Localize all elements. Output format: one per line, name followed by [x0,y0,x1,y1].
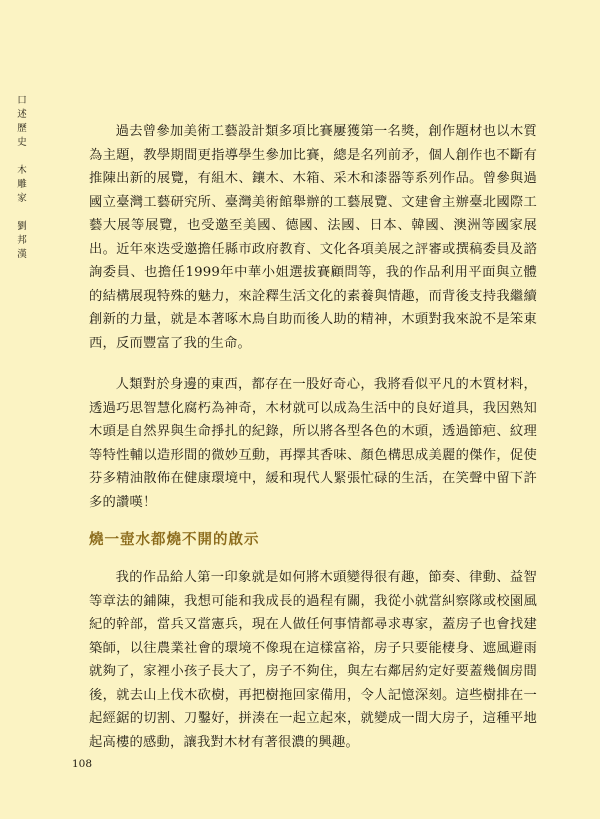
name-char: 漢 [17,249,27,260]
subject-char: 雕 [17,179,27,190]
main-content [89,120,537,754]
person-name [17,220,27,262]
name-char: 邦 [17,235,27,246]
name-char: 劉 [17,221,27,232]
series-char: 史 [17,137,27,148]
series-char: 述 [17,109,27,120]
page-number: 108 [72,758,93,770]
body-paragraph: 過去曾參加美術工藝設計類多項比賽屢獲第一名獎，創作題材也以木質為主題，教學期間更指導學生參加比賽，總是名列前矛，個人創作也不斷有推陳出新的展覽，有組木、鑲木、木箱、采木和漆器等系列作品。曾參與過國立臺灣工藝研究所、臺灣美術館舉辦的工藝展覽、文建會主辦臺北國際工藝大展等展覽，也受邀至美國、德國、法國、日本、韓國、澳洲等國家展出。近年來迭受邀擔任縣市政府教育、文化各項美展之評審或撰稿委員及諮詢委員、也擔任1999年中華小姐選拔賽顧問等，我的作品利用平面與立體的結構展現特殊的魅力，來詮釋生活文化的素養與情趣，而背後支持我繼續創新的力量，就是本著啄木鳥自助而後人助的精神，木頭對我來說不是笨東西，反而豐富了我的生命。 [89,124,537,351]
subject-title [17,164,27,206]
body-paragraph: 我的作品給人第一印象就是如何將木頭變得很有趣，節奏、律動、益智等章法的鋪陳，我想可能和我成長的過程有關，我從小就當糾察隊或校園風紀的幹部，當兵又當憲兵，現在人做任何事情都尋求專家，蓋房子也會找建築師，以往農業社會的環境不像現在這樣富裕，房子只要能棲身、遮風避雨就夠了，家裡小孩子長大了，房子不夠住，與左右鄰居約定好要蓋幾個房間後，就去山上伐木砍樹，再把樹拖回家備用，令人記憶深刻。這些樹排在一起經鋸的切割、刀鑿好，拼湊在一起立起來，就變成一間大房子，這種平地起高樓的感動，讓我對木材有著很濃的興趣。 [89,570,537,750]
subject-char: 木 [17,165,27,176]
series-char: 歷 [17,123,27,134]
running-header-vertical [14,94,30,276]
subject-char: 家 [17,193,27,204]
series-title [17,94,27,150]
body-paragraph: 人類對於身邊的東西，都存在一股好奇心，我將看似平凡的木質材料，透過巧思智慧化腐朽為神奇，木材就可以成為生活中的良好道具，我因熟知木頭是自然界與生命掙扎的紀錄，所以將各型各色的木頭，透過節疤、紋理等特性輔以造形間的微妙互動，再擇其香味、顏色構思成美麗的傑作，促使芬多精油散佈在健康環境中，緩和現代人緊張忙碌的生活，在笑聲中留下許多的讚嘆！ [89,377,537,510]
section-heading: 燒一壺水都燒不開的啟示 [89,531,260,548]
series-char: 口 [17,95,27,106]
